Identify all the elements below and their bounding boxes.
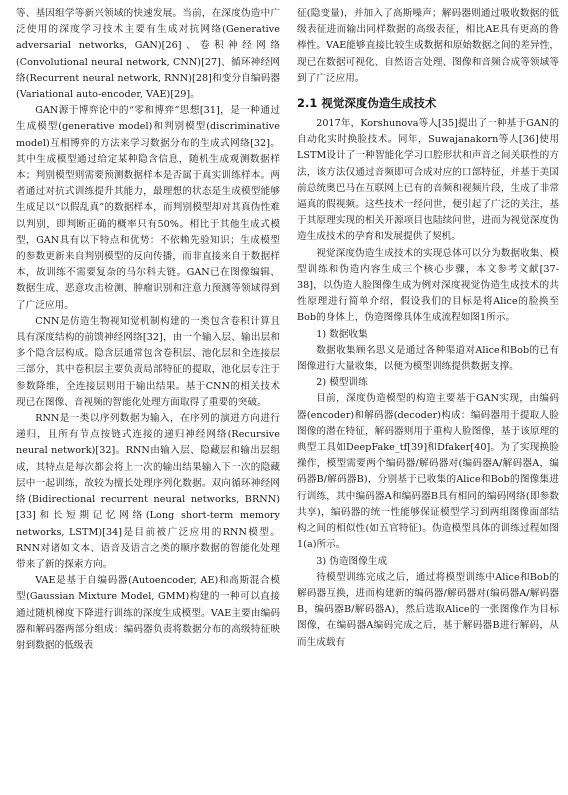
section-heading: 2.1 视觉深度伪造生成技术 (297, 96, 437, 111)
data-collection-paragraph: 数据收集顾名思义是通过各种渠道对Alice和Bob的已有图像进行大量收集，以便为模型训练提供数据支撑。 (297, 344, 559, 373)
history-paragraph: 2017年，Korshunova等人[35]提出了一种基于GAN的自动化实时换脸技术。同年，Suwajanakorn等人[36]使用LSTM设计了一种智能化学习口腔形状和声音之间关联性的方法，该方法仅通过音频即可合成对应的口部特征，并基于美国前总统奥巴马在互联网上已有的音频和视频片段，生成了非常逼真的假视频。这些技术一经问世，便引起了广泛的关注，基于其原理实现的相关开源项目也陆续问世，进而为视觉深度伪造生成技术的孕育和发展提供了契机。 (297, 118, 559, 243)
step2-heading: 2) 模型训练 (316, 377, 368, 389)
cnn-paragraph: CNN是仿造生物视知觉机制构建的一类包含卷积计算且具有深度结构的前馈神经网络[32]，由一个输入层、输出层和多个隐含层构成。隐含层通常包含卷积层、池化层和全连接层三部分，其中卷积层主要负责局部特征的提取，池化层专注于参数降维，全连接层则用于输出结果。基于CNN的相关技术现已在图像、音视频的智能化处理方面取得了重要的突破。 (16, 315, 280, 408)
gan-paragraph: GAN源于博弈论中的“零和博弈”思想[31]，是一种通过生成模型(generative model)和判别模型(discriminative model)互相博弈的方法来学习数据分布的生成式网络[32]。其中生成模型通过给定某种隐含信息，随机生成观测数据样本；判别模型则需要预测数据样本是否属于真实训练样本。两者通过对抗式训练提升其能力，最理想的状态是生成模型能够生成足以“以假乱真”的数据样本，而判别模型却对其真伪性难以判别，即判断正确的概率只有50%。相比于其他生成式模型，GAN具有以下特点和优势：不依赖先验知识；生成模型的参数更新来自判别模型的反向传播，而非直接来自于数据样本，故训练不需要复杂的马尔科夫链。GAN已在图像编辑、数据生成、恶意攻击检测、肿瘤识别和注意力预测等领域得到了广泛应用。 (16, 105, 280, 311)
left-column (16, 6, 280, 654)
vae-continued-paragraph: 征(隐变量)，并加入了高斯噪声；解码器则通过吸收数据的低级表征进而输出同样数据的高级表征，相比AE具有更高的鲁棒性。VAE能够直接比较生成数据和原始数据之间的差异性，现已在数据可视化、自然语言处理、图像和音频合成等领域等到了广泛应用。 (297, 8, 559, 84)
overview-paragraph: 视觉深度伪造生成技术的实现总体可以分为数据收集、模型训练和伪造内容生成三个核心步骤，本文参考文献[37-38]，以伪造人脸图像生成为例对深度视觉伪造生成技术的共性原理进行简单介绍，假设我们的目标是将Alice的脸换至Bob的身体上，伪造图像具体生成流程如图1所示。 (297, 247, 559, 324)
vae-paragraph: VAE是基于自编码器(Autoencoder, AE)和高斯混合模型(Gaussian Mixture Model, GMM)构建的一种可以直接通过随机梯度下降进行训练的深度生成模型。VAE主要由编码器和解码器两部分组成：编码器负责将数据分布的高级特征映射到数据的低级表 (16, 575, 280, 651)
step1-heading: 1) 数据收集 (316, 328, 368, 340)
right-column (297, 6, 559, 651)
intro-paragraph: 等、基因组学等新兴领域的快速发展。当前，在深度伪造中广泛使用的深度学习技术主要有生成对抗网络(Generative adversarial networks, GAN)[26]、卷积神经网络(Convolutional neural network, CNN)[27]、循环神经网络(Recurrent neural network, RNN)[28]和变分自编码器(Variational auto-encoder, VAE)[29]。 (16, 8, 280, 101)
generation-paragraph: 待模型训练完成之后，通过将模型训练中Alice和Bob的解码器互换，进而构建新的编码器/解码器对(编码器A/解码器B，编码器B/解码器A)，然后选取Alice的一张图像作为目标图像，在编码器A编码完成之后，基于解码器B进行解码，从而生成载有 (297, 571, 559, 648)
rnn-paragraph: RNN是一类以序列数据为输入，在序列的演进方向进行递归，且所有节点按链式连接的递归神经网络(Recursive neural network)[32]。RNN由输入层、隐藏层和输出层组成，其特点是每次都会将上一次的输出结果输入下一次的隐藏层中一起训练，故较为擅长处理序列化数据。双向循环神经网络(Bidirectional recurrent neural networks, BRNN)[33]和长短期记忆网络(Long short-term memory networks, LSTM)[34]是目前被广泛应用的RNN模型。RNN对诸如文本、语音及语言之类的顺序数据的智能化处理带来了新的探索方向。 (16, 413, 280, 570)
model-training-paragraph: 目前，深度伪造模型的构造主要基于GAN实现，由编码器(encoder)和解码器(decoder)构成：编码器用于提取人脸图像的潜在特征，解码器则用于重构人脸图像，基于该原理的典型工具如DeepFake_tf[39]和Dfaker[40]。为了实现换脸操作，模型需要两个编码器/解码器对(编码器A/解码器A，编码器B/解码器B)，分别基于已收集的Alice和Bob的图像集进行训练，其中编码器A和编码器B具有相同的编码网络(即参数共享)，编码器的统一性能够保证模型学习到两组图像面部结构之间的相似性(如五官特征)。伪造模型具体的训练过程如图1(a)所示。 (297, 393, 559, 551)
step3-heading: 3) 伪造图像生成 (316, 555, 388, 567)
